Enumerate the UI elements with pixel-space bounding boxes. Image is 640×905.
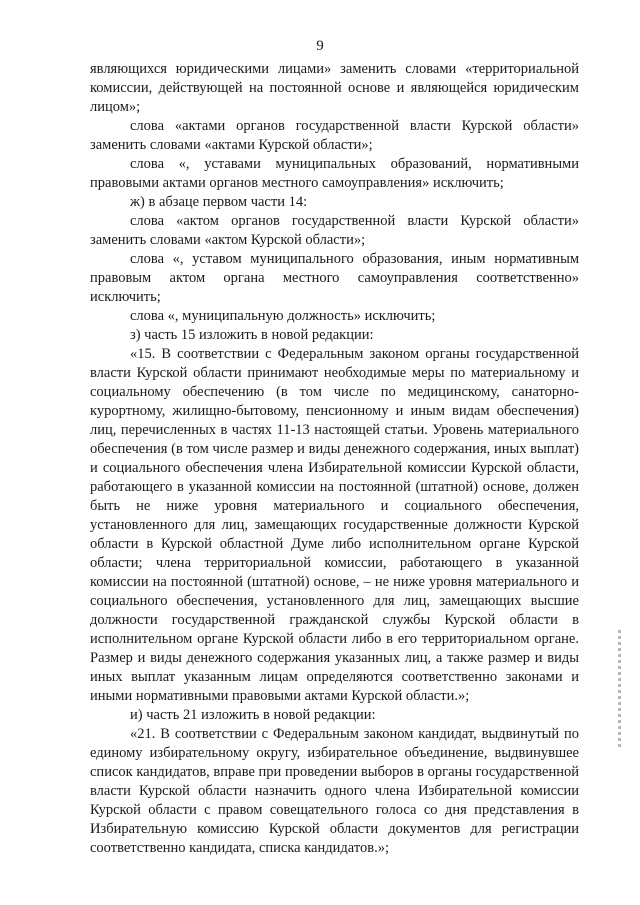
paragraph-item-i: и) часть 21 изложить в новой редакции: xyxy=(130,707,376,723)
paragraph-item-zh: ж) в абзаце первом части 14: xyxy=(130,194,308,210)
paragraph-part-21: «21. В соответствии с Федеральным законом кандидат, выдвинутый по единому избирательному округу, избирательное объединение, выдвинувшее список кандидатов, вправе при проведении выборов в органы государственной власти Курской области назначить одного члена Избирательной комиссии Курской области с правом совещательного голоса со дня представления в Избирательную комиссию Курской области документов для регистрации соответственно кандидата, списка кандидатов.»; xyxy=(90,726,579,856)
paragraph-amendment-municipal-post: слова «, муниципальную должность» исключить; xyxy=(130,308,436,324)
paragraph-continuation: являющихся юридическими лицами» заменить словами «территориальной комиссии, действующей на постоянной основе и являющейся юридическим лицом»; xyxy=(90,61,579,115)
paragraph-part-15: «15. В соответствии с Федеральным законом органы государственной власти Курской области принимают необходимые меры по материальному и социальному обеспечению (в том числе по медицинскому, санаторно-курортному, жилищно-бытовому, пенсионному и иным видам обеспечения) лиц, перечисленных в частях 11-13 настоящей статьи. Уровень материального обеспечения (в том числе размер и виды денежного содержания, иных выплат) и социального обеспечения члена Избирательной комиссии Курской области, работающего в указанной комиссии на постоянной (штатной) основе, должен быть не ниже уровня материального и социального обеспечения, установленного для лиц, замещающих государственные должности Курской области в Курской областной Думе либо исполнительном органе Курской области; члена территориальной комиссии, работающего в указанной комиссии на постоянной (штатной) основе, – не ниже уровня материального и социального обеспечения, установленного для лиц, замещающих высшие должности государственной гражданской службы Курской области в исполнительном органе Курской области либо в его территориальном органе. Размер и виды денежного содержания указанных лиц, а также размер и виды иных выплат указанным лицам определяются соответственно законами и иными нормативными правовыми актами Курской области.»; xyxy=(90,346,579,704)
paragraph-amendment-act: слова «актом органов государственной власти Курской области» заменить словами «актом Курской области»; xyxy=(90,213,579,248)
document-body xyxy=(90,60,579,858)
scan-edge-mark xyxy=(618,630,621,750)
paragraph-item-z: з) часть 15 изложить в новой редакции: xyxy=(130,327,374,343)
page-number: 9 xyxy=(316,38,324,54)
paragraph-amendment-acts: слова «актами органов государственной власти Курской области» заменить словами «актами Курской области»; xyxy=(90,118,579,153)
paragraph-amendment-charter: слова «, уставом муниципального образования, иным нормативным правовым актом органа местного самоуправления соответственно» исключить; xyxy=(90,251,579,305)
paragraph-amendment-charters: слова «, уставами муниципальных образований, нормативными правовыми актами органов местного самоуправления» исключить; xyxy=(90,156,579,191)
